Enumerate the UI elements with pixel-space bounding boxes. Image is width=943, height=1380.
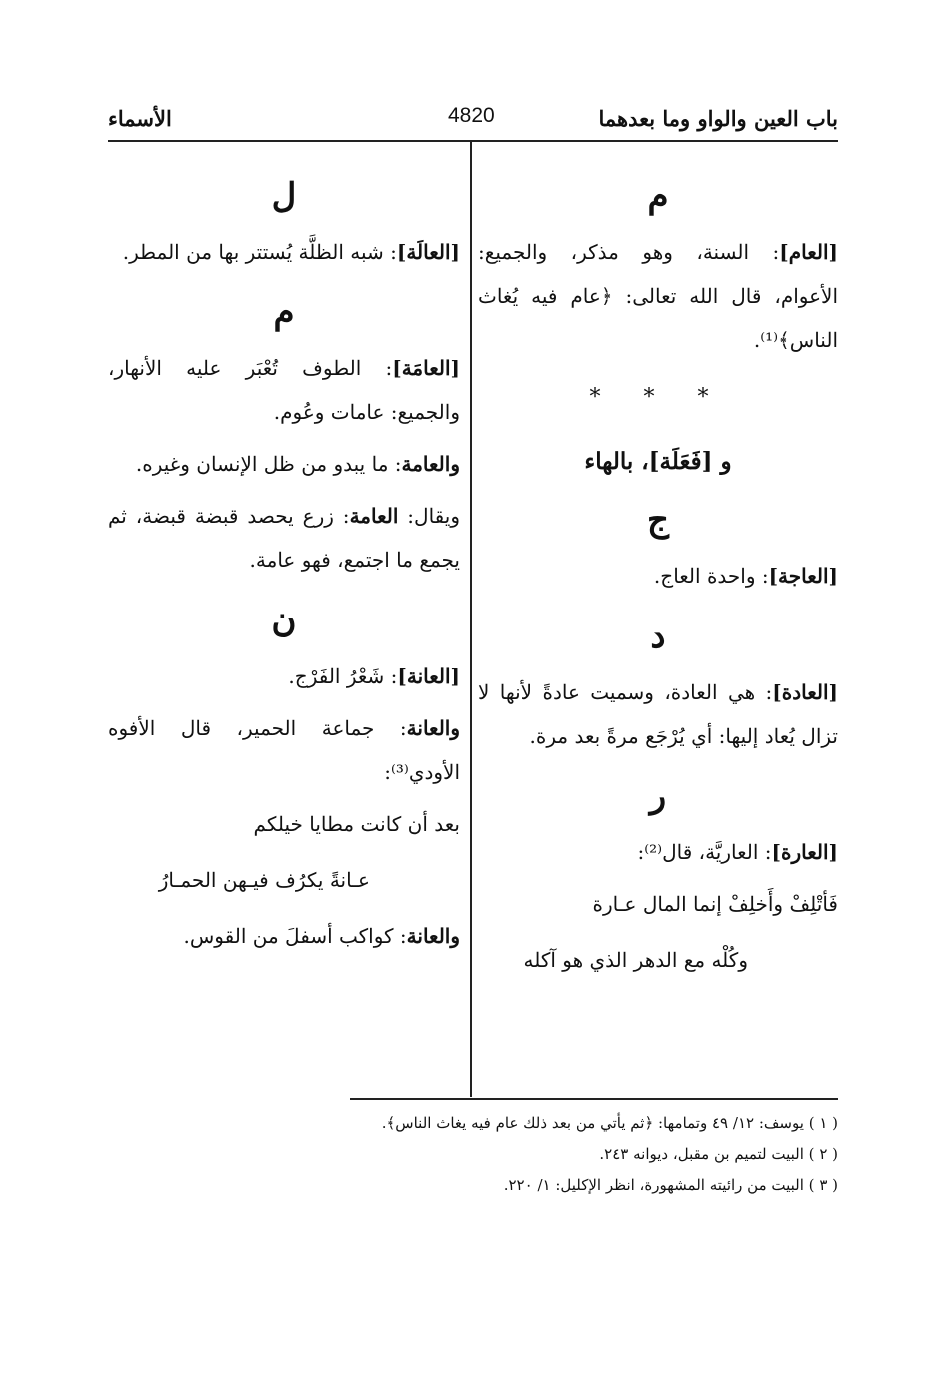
right-column	[478, 160, 838, 994]
entry-term: [العام]	[779, 240, 838, 264]
letter-heading-mim: م	[273, 292, 295, 332]
entry-term: [العامَة]	[392, 356, 460, 380]
entry-aana-2	[108, 706, 460, 794]
entry-text: : كواكب أسفلَ من القوس.	[183, 924, 407, 948]
header-rule	[108, 140, 838, 142]
column-divider	[470, 142, 472, 1097]
verse-line: وكُلْه مع الدهر الذي هو آكله	[523, 948, 748, 972]
entry-aana	[108, 654, 460, 698]
entry-text: : شبه الظلَّة يُستتر بها من المطر.	[122, 240, 397, 264]
entry-text: : واحدة العاج.	[653, 564, 769, 588]
footnotes	[298, 1108, 838, 1201]
page-number: 4820	[448, 104, 495, 127]
entry-term: [العانة]	[397, 664, 460, 688]
entry-aama-3	[108, 494, 460, 582]
entry-aana-3	[108, 914, 460, 958]
entry-text: : شَعْرُ الفَرْج.	[288, 664, 398, 688]
entry-aara	[478, 830, 838, 874]
entry-aaja	[478, 554, 838, 598]
entry-text: : الطوف تُعْبَر عليه الأنهار، والجميع: عامات وعُوم.	[108, 356, 460, 424]
letter-heading-lam: ل	[271, 176, 297, 216]
entry-text: : جماعة الحمير، قال الأفوه الأودي⁽³⁾:	[108, 716, 460, 784]
entry-text: : السنة، وهو مذكر، والجميع: الأعوام، قال الله تعالى: ﴿عام فيه يُغاث الناس﴾⁽¹⁾.	[478, 240, 838, 352]
entry-text: : العاريَّة، قال⁽²⁾:	[637, 840, 772, 864]
section-stars: * * *	[589, 385, 727, 410]
letter-heading-nun: ن	[271, 600, 297, 640]
footnote-3: ( ٣ ) البيت من رائيته المشهورة، انظر الإكليل: ١/ ٢٢٠.	[503, 1176, 838, 1194]
footnote-2: ( ٢ ) البيت لتميم بن مقبل، ديوانه ٢٤٣.	[599, 1145, 838, 1163]
entry-term: [العالَة]	[396, 240, 460, 264]
chapter-title: باب العين والواو وما بعدهما	[598, 106, 838, 131]
entry-text: : هي العادة، وسميت عادةً لأنها لا تزال يُعاد إليها: أي يُرْجَع مرةً بعد مرة.	[478, 680, 838, 748]
entry-aama-2	[108, 442, 460, 486]
entry-term: [العارة]	[771, 840, 838, 864]
entry-aala	[108, 230, 460, 274]
subheading: و [فَعَلَة]، بالهاء	[584, 448, 732, 475]
entry-term: العامة	[349, 504, 399, 528]
verse-line: فَأتْلِفْ وأَخلِفْ إنما المال عـارة	[592, 892, 838, 916]
entry-aada	[478, 670, 838, 758]
entry-term: والعانة	[406, 716, 460, 740]
section-title: الأسماء	[108, 106, 172, 131]
entry-term: [العادة]	[772, 680, 838, 704]
verse-line: عـانةً يكرُف فيـهن الحمـارُ	[158, 868, 370, 892]
entry-text: : ما يبدو من ظل الإنسان وغيره.	[135, 452, 402, 476]
letter-heading-jim: ج	[647, 500, 669, 540]
page-header	[108, 96, 838, 142]
footnote-1: ( ١ ) يوسف: ١٢/ ٤٩ وتمامها: ﴿ثم يأتي من بعد ذلك عام فيه يغاث الناس﴾.	[381, 1114, 838, 1132]
entry-text: : زرع يحصد قبضة قبضة، ثم يجمع ما اجتمع، فهو عامة.	[108, 504, 460, 572]
letter-heading-ra: ر	[649, 776, 667, 816]
letter-heading-dal: د	[650, 616, 666, 656]
letter-heading-mim: م	[647, 176, 669, 216]
entry-aam	[478, 230, 838, 362]
left-column	[108, 160, 460, 966]
entry-term: [العاجة]	[768, 564, 838, 588]
footnote-rule	[350, 1098, 838, 1100]
entry-term: والعامة	[401, 452, 460, 476]
verse-line: بعد أن كانت مطايا خيلكم	[253, 812, 460, 836]
entry-prefix: ويقال:	[398, 504, 461, 528]
entry-term: والعانة	[406, 924, 460, 948]
entry-aama	[108, 346, 460, 434]
